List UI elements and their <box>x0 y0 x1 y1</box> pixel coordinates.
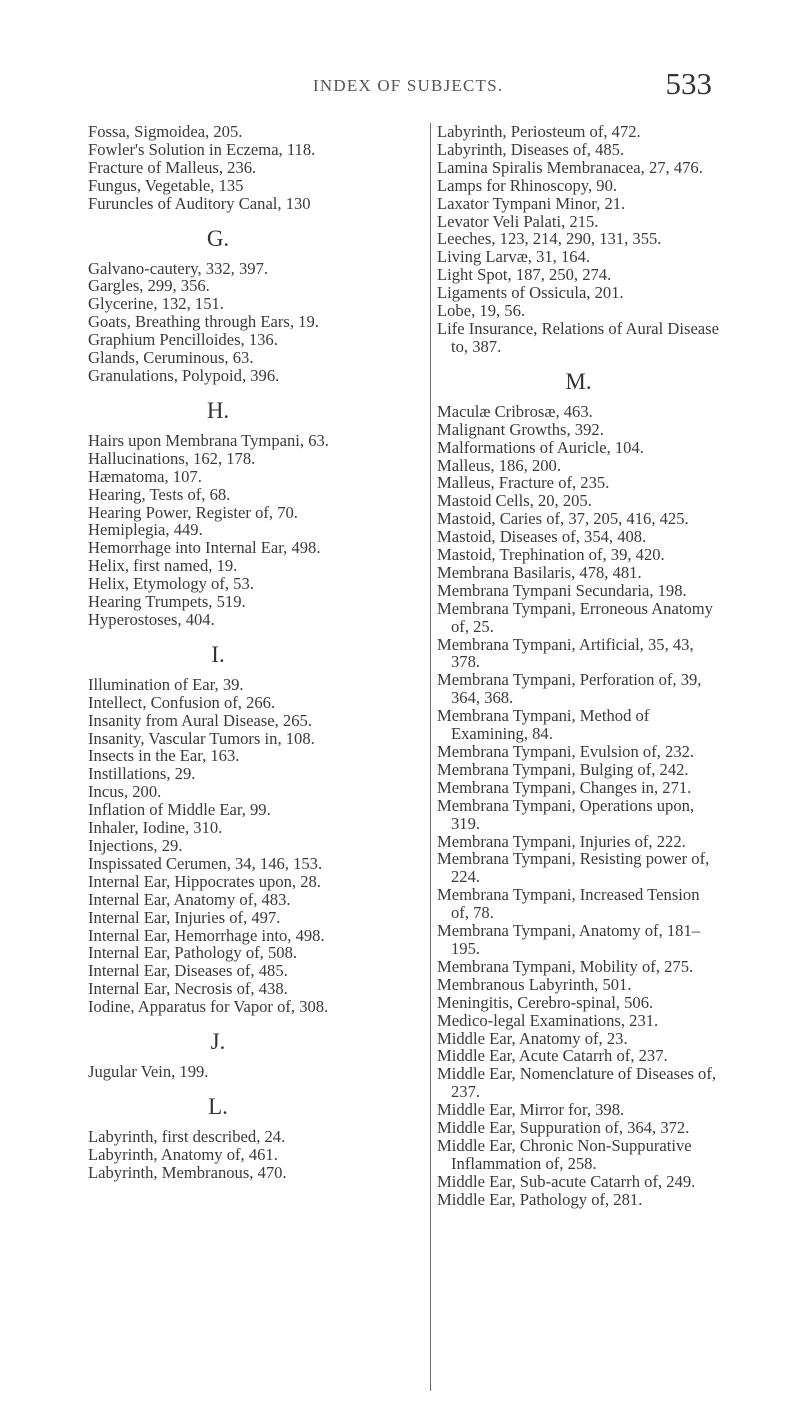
index-entry: Membrana Tympani, Erroneous Anatomy of, 25. <box>437 598 713 636</box>
index-entry: Internal Ear, Necrosis of, 438. <box>88 979 288 999</box>
index-entry: Mastoid, Trephination of, 39, 420. <box>437 545 665 565</box>
index-entry: Middle Ear, Pathology of, 281. <box>437 1189 643 1209</box>
index-entry: Malleus, Fracture of, 235. <box>437 473 610 493</box>
index-entry: Membrana Tympani, Increased Tension of, 78. <box>437 885 700 923</box>
section-letter-j: J. <box>210 1029 226 1055</box>
index-entry: Membrana Tympani, Method of Examining, 84. <box>437 706 650 744</box>
index-entry: Lobe, 19, 56. <box>437 301 526 321</box>
index-entry: Lamina Spiralis Membranacea, 27, 476. <box>437 157 703 177</box>
index-entry: Membrana Tympani, Bulging of, 242. <box>437 759 689 779</box>
l-continued-entries <box>437 123 720 356</box>
index-entry: Fracture of Malleus, 236. <box>88 157 257 177</box>
index-entry: Labyrinth, Anatomy of, 461. <box>88 1144 278 1164</box>
column-divider <box>430 123 431 1391</box>
index-entry: Membrana Tympani, Artificial, 35, 43, 378. <box>437 634 694 672</box>
index-entry: Fowler's Solution in Eczema, 118. <box>88 139 316 159</box>
index-entry: Hearing Trumpets, 519. <box>88 592 246 612</box>
index-entry: Helix, first named, 19. <box>88 556 238 576</box>
index-entry: Membrana Tympani, Operations upon, 319. <box>437 795 695 833</box>
index-entry: Illumination of Ear, 39. <box>88 674 244 694</box>
index-entry: Insanity from Aural Disease, 265. <box>88 710 312 730</box>
index-entry: Middle Ear, Anatomy of, 23. <box>437 1028 628 1048</box>
index-entry: Granulations, Polypoid, 396. <box>88 365 280 385</box>
index-entry: Middle Ear, Chronic Non-Suppurative Inflammation of, 258. <box>437 1135 692 1173</box>
page-number: 533 <box>665 66 712 101</box>
index-entry: Labyrinth, first described, 24. <box>88 1126 286 1146</box>
index-entry: Laxator Tympani Minor, 21. <box>437 193 626 213</box>
index-entry: Labyrinth, Diseases of, 485. <box>437 139 625 159</box>
index-entry: Inflation of Middle Ear, 99. <box>88 800 271 820</box>
index-entry: Hemorrhage into Internal Ear, 498. <box>88 538 321 558</box>
index-entry: Goats, Breathing through Ears, 19. <box>88 312 319 332</box>
index-entry: Internal Ear, Anatomy of, 483. <box>88 889 291 909</box>
index-entry: Living Larvæ, 31, 164. <box>437 247 591 267</box>
index-entry: Mastoid Cells, 20, 205. <box>437 491 592 511</box>
section-letter-g: G. <box>206 225 230 251</box>
index-entry: Membrana Tympani, Perforation of, 39, 364, 368. <box>437 670 702 708</box>
index-entry: Glands, Ceruminous, 63. <box>88 348 254 368</box>
index-entry: Inspissated Cerumen, 34, 146, 153. <box>88 853 323 873</box>
index-entry: Membrana Basilaris, 478, 481. <box>437 562 642 582</box>
index-entry: Light Spot, 187, 250, 274. <box>437 265 612 285</box>
section-l-entries <box>88 1128 428 1182</box>
section-letter-h: H. <box>206 397 230 423</box>
index-entry: Membrana Tympani, Evulsion of, 232. <box>437 742 695 761</box>
index-entry: Incus, 200. <box>88 782 162 802</box>
running-head: INDEX OF SUBJECTS. <box>313 76 504 95</box>
index-entry: Leeches, 123, 214, 290, 131, 355. <box>437 229 662 249</box>
index-entry: Glycerine, 132, 151. <box>88 294 224 314</box>
index-entry: Jugular Vein, 199. <box>88 1062 209 1082</box>
index-entry: Meningitis, Cerebro-spinal, 506. <box>437 992 654 1012</box>
index-entry: Middle Ear, Suppuration of, 364, 372. <box>437 1118 690 1138</box>
index-entry: Hæmatoma, 107. <box>88 466 202 486</box>
index-entry: Life Insurance, Relations of Aural Disease to, 387. <box>437 318 719 356</box>
index-entry: Internal Ear, Diseases of, 485. <box>88 961 288 981</box>
index-entry: Gargles, 299, 356. <box>88 276 210 296</box>
index-entry: Hyperostoses, 404. <box>88 609 215 629</box>
index-entry: Malignant Growths, 392. <box>437 419 604 439</box>
index-entry: Medico-legal Examinations, 231. <box>437 1010 659 1030</box>
section-h-entries <box>88 432 428 629</box>
index-entry: Instillations, 29. <box>88 764 196 784</box>
index-entry: Maculæ Cribrosæ, 463. <box>437 401 593 421</box>
index-entry: Galvano-cautery, 332, 397. <box>88 258 269 278</box>
index-entry: Membrana Tympani, Anatomy of, 181–195. <box>437 921 701 958</box>
page-header <box>0 66 800 106</box>
index-entry: Membrana Tympani, Mobility of, 275. <box>437 956 694 976</box>
index-entry: Middle Ear, Mirror for, 398. <box>437 1100 625 1120</box>
index-entry: Fungus, Vegetable, 135 <box>88 175 244 195</box>
index-entry: Membranous Labyrinth, 501. <box>437 974 632 994</box>
section-i-entries <box>88 676 428 1016</box>
index-entry: Membrana Tympani, Resisting power of, 224. <box>437 849 710 887</box>
index-entry: Hairs upon Membrana Tympani, 63. <box>88 430 329 450</box>
index-entry: Ligaments of Ossicula, 201. <box>437 283 624 303</box>
f-entries <box>88 123 428 213</box>
index-entry: Middle Ear, Nomenclature of Diseases of, 237. <box>437 1064 717 1102</box>
right-column <box>437 123 720 1209</box>
index-entry: Internal Ear, Hemorrhage into, 498. <box>88 925 325 945</box>
index-entry: Intellect, Confusion of, 266. <box>88 692 276 712</box>
index-entry: Helix, Etymology of, 53. <box>88 574 254 594</box>
index-entry: Mastoid, Diseases of, 354, 408. <box>437 527 647 547</box>
section-letter-i: I. <box>211 641 225 667</box>
index-entry: Lamps for Rhinoscopy, 90. <box>437 175 618 195</box>
index-entry: Membrana Tympani Secundaria, 198. <box>437 580 687 600</box>
index-entry: Insects in the Ear, 163. <box>88 746 240 766</box>
section-letter-l: L. <box>208 1093 228 1119</box>
index-entry: Hemiplegia, 449. <box>88 520 203 540</box>
index-entry: Membrana Tympani, Changes in, 271. <box>437 777 692 797</box>
index-entry: Malformations of Auricle, 104. <box>437 437 644 457</box>
index-entry: Hallucinations, 162, 178. <box>88 448 256 468</box>
index-entry: Levator Veli Palati, 215. <box>437 211 599 231</box>
section-m-entries <box>437 403 720 1209</box>
index-entry: Internal Ear, Hippocrates upon, 28. <box>88 871 321 891</box>
index-entry: Furuncles of Auditory Canal, 130 <box>88 193 311 213</box>
index-entry: Internal Ear, Injuries of, 497. <box>88 907 281 927</box>
section-g-entries <box>88 260 428 385</box>
index-entry: Malleus, 186, 200. <box>437 455 561 475</box>
index-entry: Insanity, Vascular Tumors in, 108. <box>88 728 315 748</box>
index-entry: Fossa, Sigmoidea, 205. <box>88 122 243 141</box>
index-entry: Labyrinth, Membranous, 470. <box>88 1162 287 1182</box>
left-column <box>88 123 428 1182</box>
index-entry: Hearing Power, Register of, 70. <box>88 502 298 522</box>
index-entry: Internal Ear, Pathology of, 508. <box>88 943 298 963</box>
section-letter-m: M. <box>565 368 592 394</box>
index-entry: Membrana Tympani, Injuries of, 222. <box>437 831 686 851</box>
index-entry: Injections, 29. <box>88 836 183 855</box>
index-entry: Labyrinth, Periosteum of, 472. <box>437 122 641 141</box>
index-entry: Middle Ear, Acute Catarrh of, 237. <box>437 1046 668 1066</box>
index-entry: Graphium Pencilloides, 136. <box>88 330 278 350</box>
index-entry: Mastoid, Caries of, 37, 205, 416, 425. <box>437 509 689 529</box>
index-entry: Middle Ear, Sub-acute Catarrh of, 249. <box>437 1171 696 1191</box>
section-j-entries <box>88 1063 428 1081</box>
index-entry: Hearing, Tests of, 68. <box>88 484 231 504</box>
index-entry: Inhaler, Iodine, 310. <box>88 818 223 838</box>
index-entry: Iodine, Apparatus for Vapor of, 308. <box>88 997 329 1017</box>
